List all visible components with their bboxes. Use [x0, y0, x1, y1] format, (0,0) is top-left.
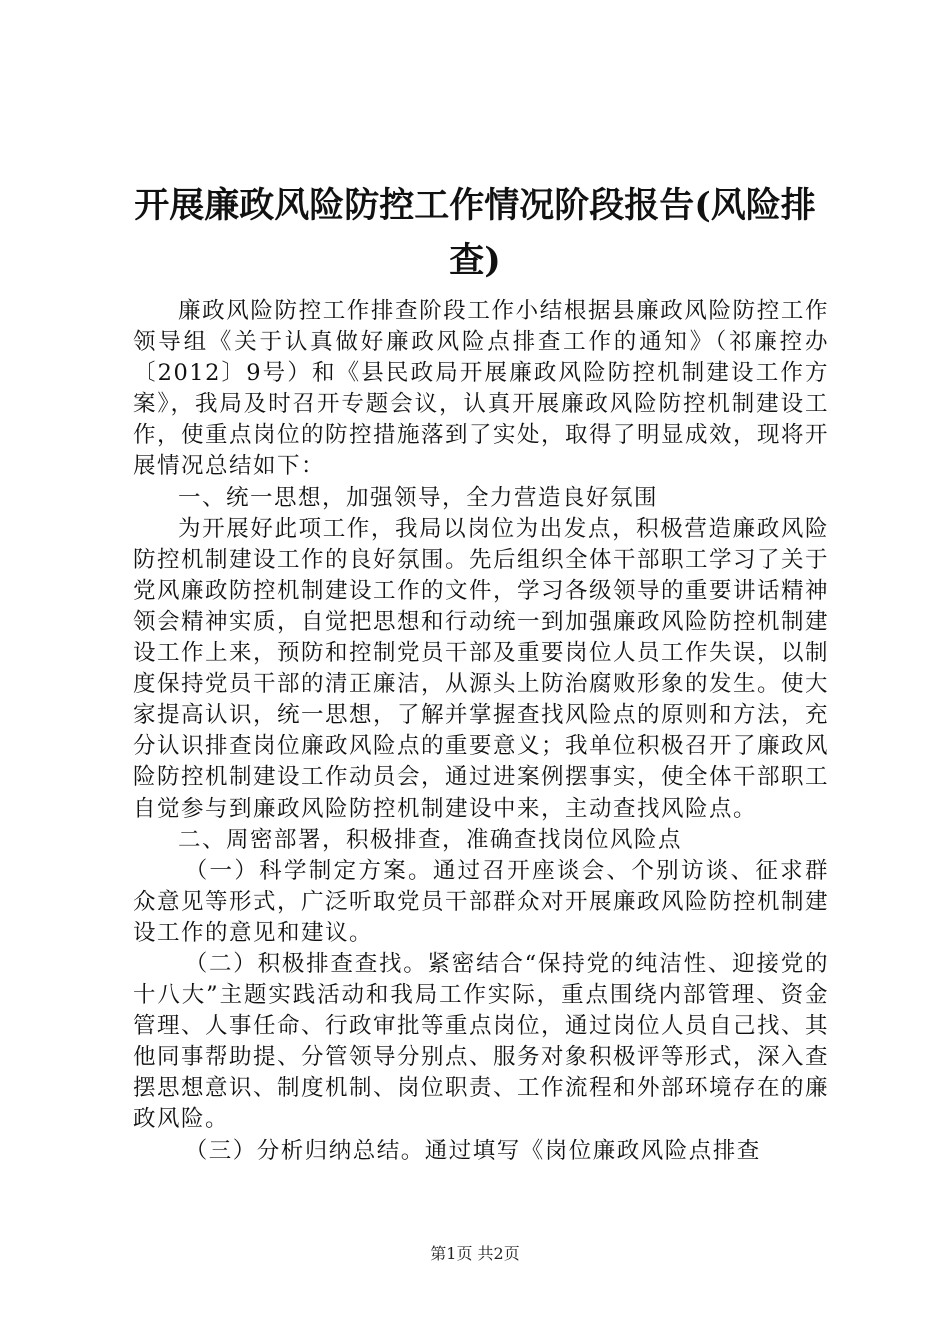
section-heading-1: 一、统一思想，加强领导，全力营造良好氛围: [178, 484, 659, 511]
paragraph-item-2: （二）积极排查查找。紧密结合“保持党的纯洁性、迎接党的十八大”主题实践活动和我局工作实际，重点围绕内部管理、资金管理、人事任命、行政审批等重点岗位，通过岗位人员自己找、其他同事帮助提、分管领导分别点、服务对象积极评等形式，深入查摆思想意识、制度机制、岗位职责、工作流程和外部环境存在的廉政风险。: [133, 950, 830, 1133]
paragraph-intro: 廉政风险防控工作排查阶段工作小结根据县廉政风险防控工作领导组《关于认真做好廉政风险点排查工作的通知》（祁廉控办〔2012〕9号）和《县民政局开展廉政风险防控机制建设工作方案》，我局及时召开专题会议，认真开展廉政风险防控机制建设工作，使重点岗位的防控措施落到了实处，取得了明显成效，现将开展情况总结如下：: [133, 298, 830, 480]
document-title: 开展廉政风险防控工作情况阶段报告(风险排查): [134, 185, 816, 281]
section-heading-2: 二、周密部署，积极排查，准确查找岗位风险点: [178, 826, 683, 853]
document-body: [133, 296, 829, 1167]
page-footer: 第1页 共2页: [430, 1244, 520, 1263]
paragraph-item-1: （一）科学制定方案。通过召开座谈会、个别访谈、征求群众意见等形式，广泛听取党员干部群众对开展廉政风险防控机制建设工作的意见和建议。: [133, 857, 830, 946]
paragraph-section-1: 为开展好此项工作，我局以岗位为出发点，积极营造廉政风险防控机制建设工作的良好氛围。先后组织全体干部职工学习了关于党风廉政防控机制建设工作的文件，学习各级领导的重要讲话精神领会精神实质，自觉把思想和行动统一到加强廉政风险防控机制建设工作上来，预防和控制党员干部及重要岗位人员工作失误，以制度保持党员干部的清正廉洁，从源头上防治腐败形象的发生。使大家提高认识，统一思想，了解并掌握查找风险点的原则和方法，充分认识排查岗位廉政风险点的重要意义；我单位积极召开了廉政风险防控机制建设工作动员会，通过进案例摆事实，使全体干部职工自觉参与到廉政风险防控机制建设中来，主动查找风险点。: [133, 515, 830, 822]
paragraph-item-3: （三）分析归纳总结。通过填写《岗位廉政风险点排查: [184, 1137, 761, 1164]
